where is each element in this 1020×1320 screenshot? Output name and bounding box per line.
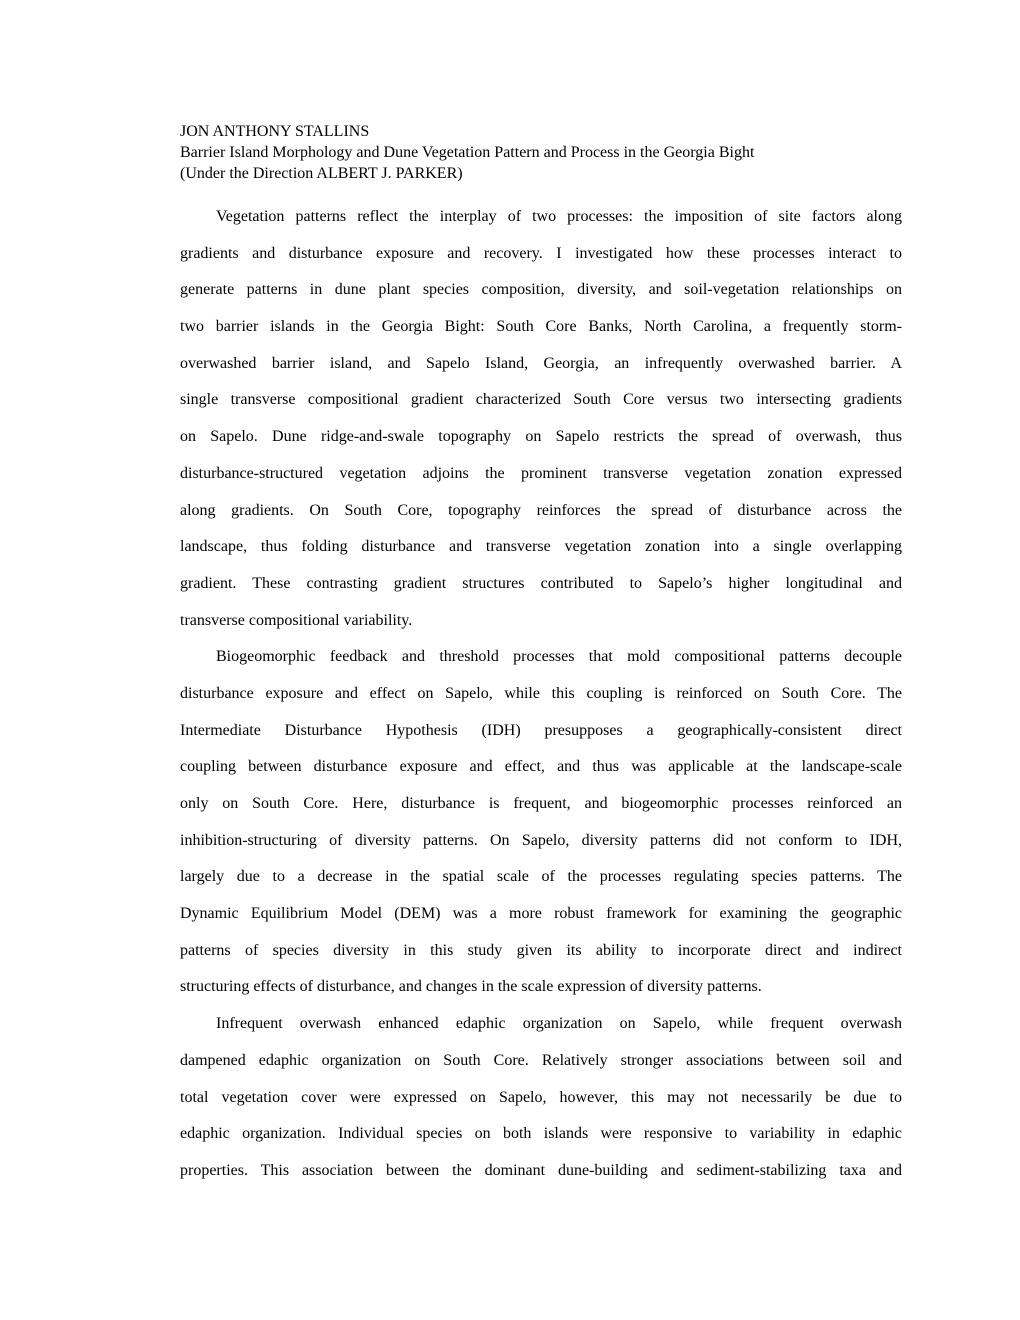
text-line: dampened edaphic organization on South Core. Relatively stronger associations between soil and (180, 1051, 902, 1069)
text-line: coupling between disturbance exposure and effect, and thus was applicable at the landscape-scale (180, 758, 902, 776)
text-line: overwashed barrier island, and Sapelo Island, Georgia, an infrequently overwashed barrier. A (180, 354, 902, 372)
text-line: generate patterns in dune plant species composition, diversity, and soil-vegetation relationships on (180, 281, 902, 299)
text-line: gradients and disturbance exposure and recovery. I investigated how these processes interact to (180, 244, 902, 262)
document-page (180, 121, 902, 1190)
abstract-body (180, 199, 902, 1190)
text-line: Intermediate Disturbance Hypothesis (IDH) presupposes a geographically-consistent direct (180, 721, 902, 739)
text-line: Vegetation patterns reflect the interplay of two processes: the imposition of site factors along (216, 208, 902, 225)
text-line: structuring effects of disturbance, and changes in the scale expression of diversity patterns. (180, 978, 762, 996)
text-line: Infrequent overwash enhanced edaphic organization on Sapelo, while frequent overwash (216, 1015, 902, 1033)
text-line: Dynamic Equilibrium Model (DEM) was a more robust framework for examining the geographic (180, 905, 902, 923)
text-line: along gradients. On South Core, topography reinforces the spread of disturbance across the (180, 501, 902, 519)
direction-note: (Under the Direction ALBERT J. PARKER) (180, 165, 463, 182)
text-line: properties. This association between the dominant dune-building and sediment-stabilizing taxa and (180, 1161, 902, 1179)
text-line: patterns of species diversity in this study given its ability to incorporate direct and indirect (180, 941, 902, 959)
text-line: landscape, thus folding disturbance and transverse vegetation zonation into a single overlapping (180, 538, 902, 556)
text-line: edaphic organization. Individual species on both islands were responsive to variability in edaphic (180, 1125, 902, 1143)
text-line: largely due to a decrease in the spatial scale of the processes regulating species patterns. The (180, 868, 902, 886)
text-line: transverse compositional variability. (180, 611, 413, 629)
text-line: Biogeomorphic feedback and threshold processes that mold compositional patterns decouple (216, 648, 902, 666)
text-line: on Sapelo. Dune ridge-and-swale topography on Sapelo restricts the spread of overwash, thus (180, 428, 902, 446)
document-header (180, 121, 902, 184)
text-line: only on South Core. Here, disturbance is frequent, and biogeomorphic processes reinforced an (180, 795, 902, 812)
text-line: total vegetation cover were expressed on Sapelo, however, this may not necessarily be due to (180, 1088, 902, 1106)
text-line: single transverse compositional gradient characterized South Core versus two intersecting gradients (180, 391, 902, 409)
text-line: two barrier islands in the Georgia Bight: South Core Banks, North Carolina, a frequently storm- (180, 318, 902, 336)
text-line: disturbance exposure and effect on Sapelo, while this coupling is reinforced on South Core. The (180, 684, 902, 702)
text-line: disturbance-structured vegetation adjoins the prominent transverse vegetation zonation expressed (180, 464, 902, 482)
text-line: gradient. These contrasting gradient structures contributed to Sapelo’s higher longitudinal and (180, 574, 902, 592)
text-line: inhibition-structuring of diversity patterns. On Sapelo, diversity patterns did not conform to IDH, (180, 831, 902, 849)
author-name: JON ANTHONY STALLINS (180, 123, 370, 140)
dissertation-title: Barrier Island Morphology and Dune Vegetation Pattern and Process in the Georgia Bight (180, 144, 755, 161)
